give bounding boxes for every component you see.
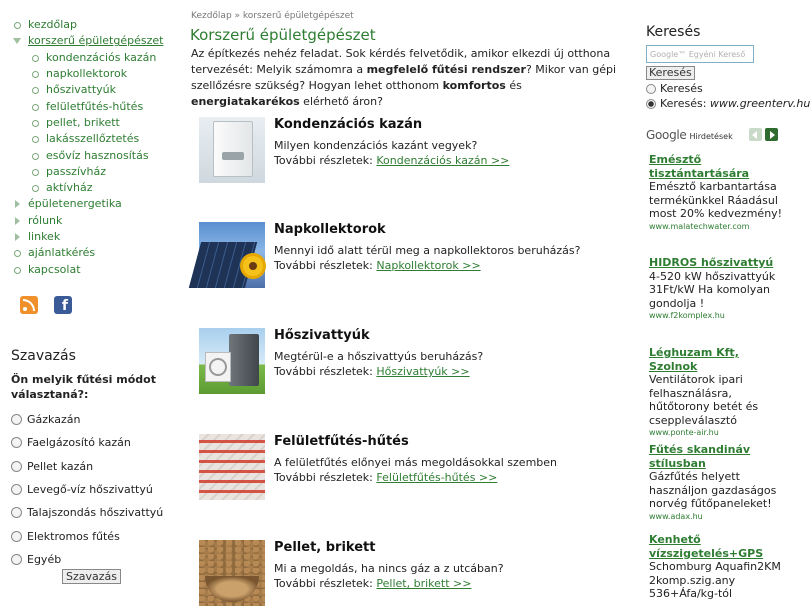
nav-label: aktívház xyxy=(46,181,93,195)
product-link[interactable]: Felületfűtés-hűtés >> xyxy=(376,471,498,484)
nav-item-epuletenergetika[interactable] xyxy=(12,196,163,212)
nav-item-ajanlatkeres[interactable] xyxy=(12,245,163,261)
nav-label: kezdőlap xyxy=(28,18,78,32)
nav-item-pellet-brikett[interactable] xyxy=(12,115,163,131)
nav-label: felületfűtés-hűtés xyxy=(46,99,144,113)
nav-item-esoviz-hasznositas[interactable] xyxy=(12,147,163,163)
nav-label: korszerű épületgépészet xyxy=(28,34,164,48)
intro-bold: energiatakarékos xyxy=(191,95,300,108)
intro-part: Az építkezés nehéz feladat. Sok kérdés felvetődik, amikor elkezdi új otthona tervezését: Melyik számomra a xyxy=(191,47,611,76)
radio-button[interactable] xyxy=(11,554,22,565)
product-description: Mi a megoldás, ha nincs gáz a z utcában? xyxy=(274,562,504,575)
nav-item-aktivhaz[interactable] xyxy=(12,180,163,196)
ad-title[interactable]: Léghuzam Kft, Szolnok xyxy=(649,346,739,373)
nav-item-kondenzacios-kazan[interactable] xyxy=(12,50,163,66)
nav-label: kondenzációs kazán xyxy=(46,50,157,64)
product-more xyxy=(274,259,481,272)
more-prefix: További részletek: xyxy=(274,577,373,590)
poll-option-label: Egyéb xyxy=(27,552,62,566)
ad-text: Gázfűtés helyett használjon gazdaságos norvég fűtőpaneleket! xyxy=(649,470,777,510)
triangle-right-icon xyxy=(12,232,22,242)
circle-bullet-icon xyxy=(30,102,40,112)
nav-label: esővíz hasznosítás xyxy=(46,148,149,162)
product-feluletfutes-hutes xyxy=(199,434,619,504)
poll-option[interactable] xyxy=(11,408,163,431)
ad-item xyxy=(649,153,789,233)
poll-question: Ön melyik fűtési módot választaná?: xyxy=(11,373,156,401)
nav-label: kapcsolat xyxy=(28,262,81,276)
product-more xyxy=(274,154,509,167)
intro-bold: megfelelő fűtési rendszer xyxy=(366,63,526,76)
poll-option[interactable] xyxy=(11,431,163,454)
radio-button[interactable] xyxy=(11,414,22,425)
floor-heating-image[interactable] xyxy=(199,434,265,500)
ad-url[interactable]: www.adax.hu xyxy=(649,511,703,521)
search-option-web[interactable] xyxy=(646,82,703,95)
ad-title[interactable]: HIDROS hőszivattyú xyxy=(649,256,774,269)
intro-part: és xyxy=(505,79,522,92)
ad-item xyxy=(649,346,789,439)
poll-option-label: Gázkazán xyxy=(27,413,81,427)
ad-title[interactable]: Emésztő tisztántartására xyxy=(649,153,750,180)
product-pellet-brikett xyxy=(199,540,619,610)
product-link[interactable]: Napkollektorok >> xyxy=(376,259,481,272)
search-input[interactable] xyxy=(646,45,754,63)
arrow-left-icon[interactable] xyxy=(749,128,762,141)
nav-item-feluletfutes-hutes[interactable] xyxy=(12,98,163,114)
radio-button-checked[interactable] xyxy=(646,99,656,109)
poll-option-label: Elektromos fűtés xyxy=(27,529,120,543)
nav-label: lakásszellőztetés xyxy=(46,132,140,146)
nav-label: hőszivattyúk xyxy=(46,83,116,97)
product-title: Felületfűtés-hűtés xyxy=(274,434,409,449)
search-option-label: Keresés: xyxy=(660,97,707,110)
ad-url[interactable]: www.ponte-air.hu xyxy=(649,428,719,437)
nav-item-rolunk[interactable] xyxy=(12,213,163,229)
boiler-image[interactable] xyxy=(199,117,265,183)
circle-bullet-icon xyxy=(12,265,22,275)
circle-bullet-icon xyxy=(30,69,40,79)
nav-label: linkek xyxy=(28,230,61,243)
search-button[interactable]: Keresés xyxy=(646,66,695,80)
poll-option[interactable] xyxy=(11,501,163,524)
nav-label: pellet, brikett xyxy=(46,115,120,129)
ad-text: 4-520 kW hőszivattyúk 31Ft/kW Ha komolyan gondolja ! xyxy=(649,269,776,310)
google-logo: Google xyxy=(646,128,687,142)
nav-item-napkollektorok[interactable] xyxy=(12,66,163,82)
right-sidebar xyxy=(640,0,810,600)
search-option-site[interactable] xyxy=(646,97,810,110)
product-more xyxy=(274,471,497,484)
product-more xyxy=(274,365,470,378)
product-description: Mennyi idő alatt térül meg a napkollektoros beruházás? xyxy=(274,244,581,257)
circle-bullet-icon xyxy=(30,151,40,161)
solar-panel-image[interactable] xyxy=(199,222,265,288)
ad-title[interactable]: Fűtés skandináv stílusban xyxy=(649,443,751,470)
nav-item-kapcsolat[interactable] xyxy=(12,261,163,277)
poll-option-label: Talajszondás hőszivattyú xyxy=(27,506,164,520)
circle-bullet-icon xyxy=(30,134,40,144)
poll-submit-button[interactable]: Szavazás xyxy=(62,569,121,584)
product-description: Megtérül-e a hőszivattyús beruházás? xyxy=(274,350,484,363)
nav-item-hoszivattyuk[interactable] xyxy=(12,82,163,98)
radio-button[interactable] xyxy=(646,84,656,94)
nav-item-passzivhaz[interactable] xyxy=(12,164,163,180)
poll-option[interactable] xyxy=(11,524,163,547)
poll-option-label: Faelgázosító kazán xyxy=(27,436,131,450)
ad-item xyxy=(649,443,789,523)
triangle-down-icon xyxy=(12,36,22,46)
search-site-domain: www.greenterv.hu xyxy=(709,97,810,110)
radio-button[interactable] xyxy=(11,507,22,518)
product-kondenzacios-kazan xyxy=(199,117,619,187)
poll-option[interactable] xyxy=(11,478,163,501)
more-prefix: További részletek: xyxy=(274,259,373,272)
more-prefix: További részletek: xyxy=(274,471,373,484)
nav-item-korszeru-epuletgepeszet[interactable] xyxy=(12,33,163,49)
ad-text: Schomburg Aquafin2KM 2komp.szig.any 536+Áfa/kg-tól xyxy=(649,560,781,600)
ad-text: Emésztő karbantartása termékünkkel Ráadásul most 20% kedvezmény! xyxy=(649,180,783,220)
more-prefix: További részletek: xyxy=(274,365,373,378)
product-napkollektorok xyxy=(199,222,619,292)
nav-item-kezdolap[interactable] xyxy=(12,17,163,33)
ad-item xyxy=(649,533,789,601)
radio-button[interactable] xyxy=(11,484,22,495)
ad-item xyxy=(649,256,789,322)
circle-bullet-icon xyxy=(12,248,22,258)
more-prefix: További részletek: xyxy=(274,154,373,167)
page-title: Korszerű épületgépészet xyxy=(190,26,376,44)
nav-item-linkek[interactable] xyxy=(12,229,163,245)
product-description: A felületfűtés előnyei más megoldásokkal szemben xyxy=(274,456,558,469)
ad-title[interactable]: Kenhető vízszigetelés+GPS xyxy=(649,533,764,560)
nav-item-lakasszelloztetes[interactable] xyxy=(12,131,163,147)
circle-bullet-icon xyxy=(30,85,40,95)
intro-part: ? Mikor van gépi szellőzésre szükség? Hogyan lehet otthonom xyxy=(191,63,617,92)
intro-bold: komfortos xyxy=(442,79,506,92)
heat-pump-image[interactable] xyxy=(199,328,265,394)
circle-bullet-icon xyxy=(30,183,40,193)
nav-label: ajánlatkérés xyxy=(28,246,96,260)
main-content xyxy=(190,0,630,600)
triangle-right-icon xyxy=(12,216,22,226)
ad-url[interactable]: www.malatechwater.com xyxy=(649,221,750,231)
product-title: Kondenzációs kazán xyxy=(274,117,423,132)
product-link[interactable]: Pellet, brikett >> xyxy=(376,577,472,590)
triangle-right-icon xyxy=(12,199,22,209)
search-option-label: Keresés xyxy=(660,82,703,95)
circle-bullet-icon xyxy=(30,118,40,128)
nav-label: rólunk xyxy=(28,213,63,227)
poll-option-label: Levegő-víz hőszivattyú xyxy=(27,483,153,497)
radio-button[interactable] xyxy=(11,531,22,542)
rss-icon[interactable] xyxy=(20,296,38,314)
ads-label: Hirdetések xyxy=(689,131,733,141)
product-link[interactable]: Kondenzációs kazán >> xyxy=(376,154,510,167)
radio-button[interactable] xyxy=(11,437,22,448)
ad-text: Ventilátorok ipari felhasználásra, hűtőtorony betét és cseppleválasztó xyxy=(649,373,759,427)
nav-label: napkollektorok xyxy=(46,67,128,81)
nav-label: épületenergetika xyxy=(28,197,122,211)
product-title: Pellet, brikett xyxy=(274,540,376,555)
product-more xyxy=(274,577,471,590)
product-description: Milyen kondenzációs kazánt vegyek? xyxy=(274,139,478,152)
poll-options xyxy=(11,408,163,571)
arrow-right-icon[interactable] xyxy=(765,128,778,141)
main-navigation xyxy=(12,17,163,278)
nav-label: passzívház xyxy=(46,164,107,178)
intro-part: elérhető áron? xyxy=(299,95,383,108)
circle-bullet-icon xyxy=(30,53,40,63)
poll-option[interactable] xyxy=(11,548,163,571)
facebook-icon[interactable]: f xyxy=(54,296,72,314)
left-sidebar xyxy=(0,0,180,600)
ads-header xyxy=(646,127,781,143)
intro-text xyxy=(191,46,621,110)
product-hoszivattyuk xyxy=(199,328,619,398)
circle-bullet-icon xyxy=(30,167,40,177)
product-link[interactable]: Hőszivattyúk >> xyxy=(376,365,470,378)
product-title: Hőszivattyúk xyxy=(274,328,370,343)
product-title: Napkollektorok xyxy=(274,222,386,237)
poll-option[interactable] xyxy=(11,455,163,478)
radio-button[interactable] xyxy=(11,461,22,472)
breadcrumb: Kezdőlap » korszerű épületgépészet xyxy=(191,11,354,21)
ad-url[interactable]: www.f2komplex.hu xyxy=(649,311,725,320)
social-links xyxy=(20,296,72,314)
pellet-image[interactable] xyxy=(199,540,265,606)
poll-option-label: Pellet kazán xyxy=(27,459,94,473)
poll-title: Szavazás xyxy=(11,348,76,364)
search-title: Keresés xyxy=(646,24,701,40)
circle-bullet-icon xyxy=(12,20,22,30)
